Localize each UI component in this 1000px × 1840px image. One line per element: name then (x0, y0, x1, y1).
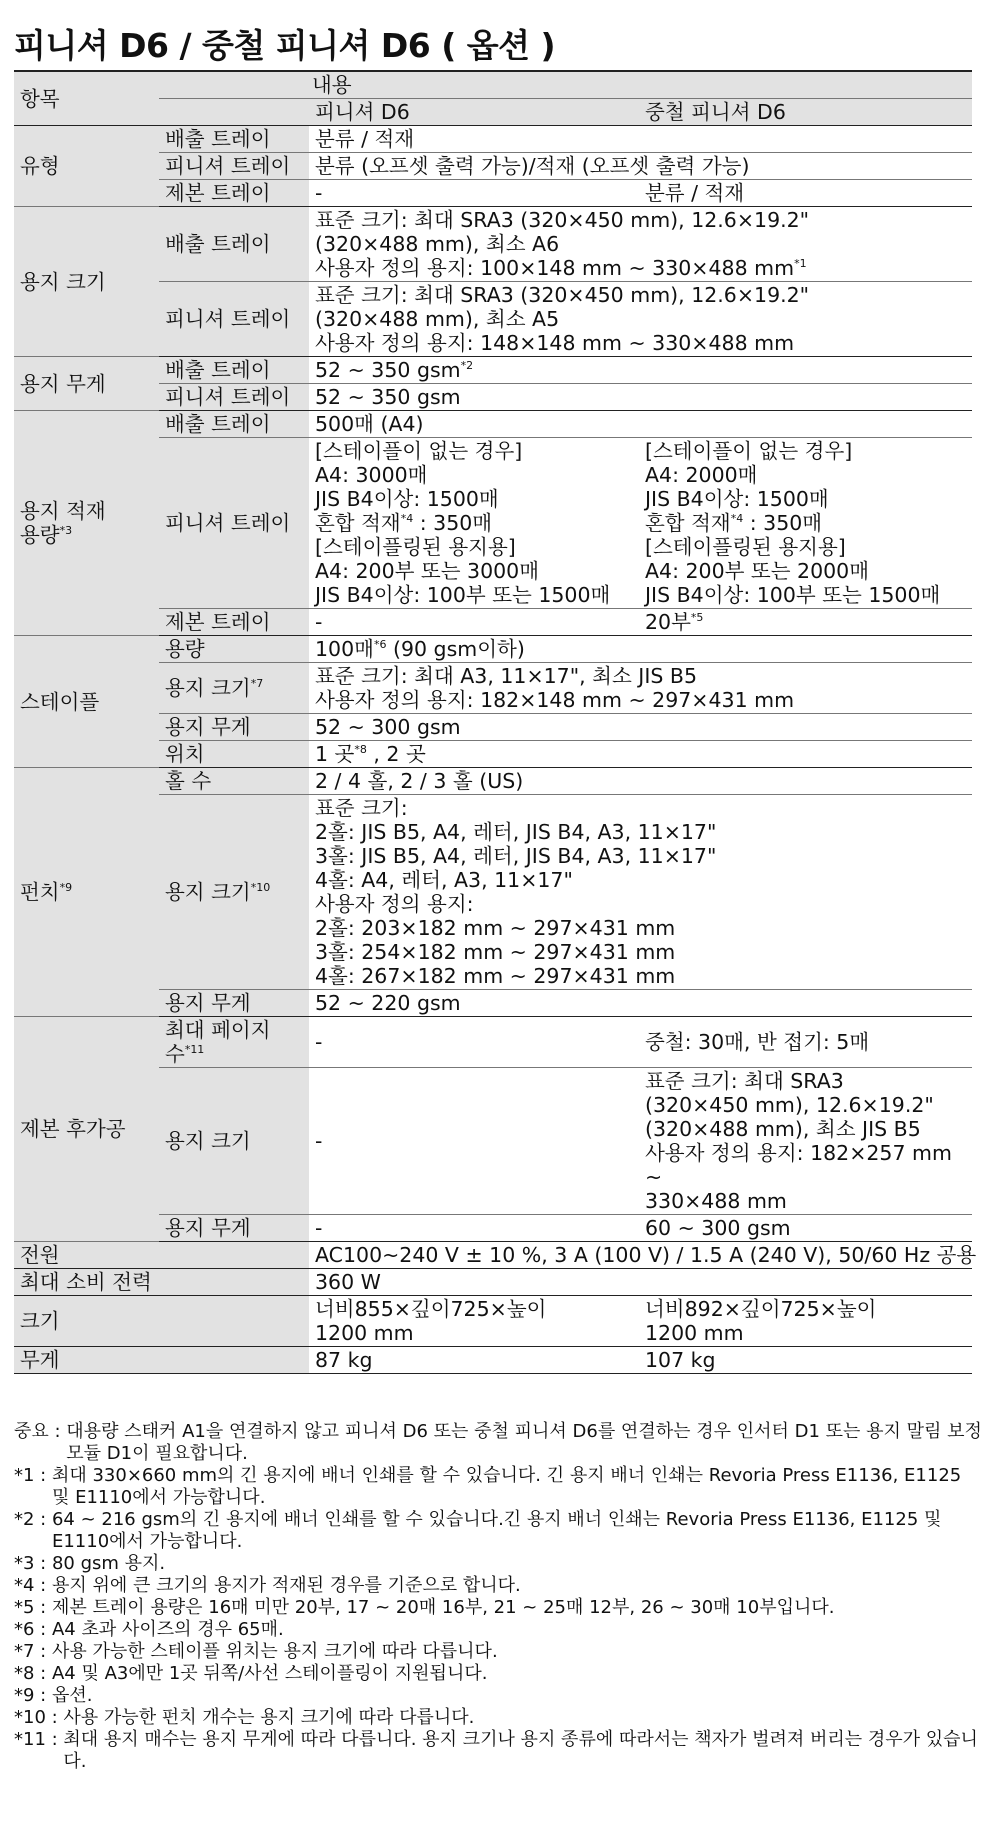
header-row (14, 71, 972, 99)
cell-value: 표준 크기: 최대 SRA3 (320×450 mm), 12.6×19.2" (320×488 mm), 최소 A5 사용자 정의 용지: 148×148 mm ~ 330×488 mm (309, 282, 972, 357)
cell-text: [스테이플링된 용지용] A4: 200부 또는 2000매 JIS B4이상: 100부 또는 1500매 (645, 535, 941, 607)
footnote (14, 1619, 984, 1641)
cell-value: 60 ~ 300 gsm (639, 1215, 972, 1242)
sub-label: 위치 (159, 741, 309, 768)
footnote-text: 최대 용지 매수는 용지 무게에 따라 다릅니다. 용지 크기나 용지 종류에 따라서는 책자가 벌려져 버리는 경우가 있습니다. (63, 1729, 978, 1772)
sub-label: 용지 크기 (159, 1068, 309, 1215)
cell-value: - (309, 1017, 639, 1068)
cell-value: 표준 크기: 최대 A3, 11×17", 최소 JIS B5 사용자 정의 용지: 182×148 mm ~ 297×431 mm (309, 663, 972, 714)
row-label-capacity (14, 411, 159, 636)
footnote (14, 1421, 984, 1465)
cell-value: - (309, 1068, 639, 1215)
cell-value: - (309, 609, 639, 636)
footnote (14, 1509, 984, 1553)
cell-value: 너비892×깊이725×높이 1200 mm (639, 1296, 972, 1347)
sub-label: 용지 무게 (159, 990, 309, 1017)
row-label-power: 전원 (14, 1242, 309, 1269)
cell-text: [스테이플이 없는 경우] A4: 2000매 JIS B4이상: 1500매 혼합 적재 (645, 439, 853, 535)
cell-value: - (309, 180, 639, 207)
cell-value (309, 207, 972, 282)
cell-value: 너비855×깊이725×높이 1200 mm (309, 1296, 639, 1347)
footnote-text: 용지 위에 큰 크기의 용지가 적재된 경우를 기준으로 합니다. (51, 1575, 521, 1596)
cell-value (309, 741, 972, 768)
row-label-booklet: 제본 후가공 (14, 1017, 159, 1242)
sub-label: 배출 트레이 (159, 207, 309, 282)
footnote-ref: *11 (184, 1043, 205, 1057)
footnote-text: 제본 트레이 용량은 16매 미만 20부, 17 ~ 20매 16부, 21 ~ 25매 12부, 26 ~ 30매 10부입니다. (51, 1597, 835, 1618)
sub-label (159, 663, 309, 714)
sub-label: 배출 트레이 (159, 357, 309, 384)
footnote (14, 1597, 984, 1619)
cell-text: 용지 크기 (165, 880, 251, 904)
footnote-mark: *9 : (14, 1685, 52, 1706)
sub-label: 배출 트레이 (159, 411, 309, 438)
sub-label: 피니셔 트레이 (159, 384, 309, 411)
header-item: 항목 (14, 71, 159, 126)
footnote-mark: *11 : (14, 1729, 64, 1750)
table-row (14, 1269, 972, 1296)
spec-table (14, 70, 977, 1374)
footnote-ref: *8 (354, 743, 367, 757)
footnote-mark: *7 : (14, 1641, 52, 1662)
cell-value: 52 ~ 300 gsm (309, 714, 972, 741)
footnote-ref: *10 (250, 881, 271, 895)
cell-value: 52 ~ 220 gsm (309, 990, 972, 1017)
sub-label: 피니셔 트레이 (159, 153, 309, 180)
footnote (14, 1465, 984, 1509)
footnote (14, 1707, 984, 1729)
sub-label: 피니셔 트레이 (159, 438, 309, 609)
cell-text: [스테이플이 없는 경우] A4: 3000매 JIS B4이상: 1500매 혼합 적재 (315, 439, 523, 535)
table-row (14, 768, 972, 795)
cell-value: 52 ~ 350 gsm (309, 384, 972, 411)
row-label-dimensions: 크기 (14, 1296, 309, 1347)
footnote-ref: *9 (59, 881, 73, 895)
footnote-mark: *2 : (14, 1509, 52, 1530)
footnote-text: 80 gsm 용지. (51, 1553, 166, 1574)
sub-label: 용지 무게 (159, 1215, 309, 1242)
header-content: 내용 (159, 71, 972, 99)
row-label-staple: 스테이플 (14, 636, 159, 768)
footnote-ref: *7 (250, 677, 264, 691)
cell-value (309, 438, 639, 609)
cell-value: 107 kg (639, 1347, 972, 1374)
cell-value: 분류 / 적재 (309, 126, 972, 153)
sub-label: 배출 트레이 (159, 126, 309, 153)
cell-text: 용지 크기 (165, 676, 251, 700)
footnote-ref: *3 (59, 524, 73, 538)
sub-label (159, 1017, 309, 1068)
cell-value: 중철: 30매, 반 접기: 5매 (639, 1017, 972, 1068)
cell-text: 최대 페이지 수 (165, 1018, 271, 1066)
footnote-text: 64 ~ 216 gsm의 긴 용지에 배너 인쇄를 할 수 있습니다.긴 용지 배너 인쇄는 Revoria Press E1136, E1125 및 E1110에서 가능합니다. (51, 1509, 942, 1552)
cell-text: 용지 적재 용량 (20, 499, 106, 547)
footnote-mark: *1 : (14, 1465, 52, 1486)
footnote-text: A4 및 A3에만 1곳 뒤쪽/사선 스테이플링이 지원됩니다. (51, 1663, 488, 1684)
cell-text: 52 ~ 350 gsm (315, 358, 461, 382)
table-row (14, 1017, 972, 1068)
cell-value (639, 609, 972, 636)
footnote-ref: *2 (460, 359, 474, 373)
sub-label: 용지 무게 (159, 714, 309, 741)
table-row (14, 1242, 972, 1269)
header-col2: 중철 피니셔 D6 (639, 99, 972, 126)
row-label-punch (14, 768, 159, 1017)
footnote-ref: *4 (730, 512, 744, 526)
cell-value (639, 438, 972, 609)
footnote-mark: *3 : (14, 1553, 52, 1574)
cell-value: 2 / 4 홀, 2 / 3 홀 (US) (309, 768, 972, 795)
footnote-ref: *5 (690, 611, 704, 625)
footnote-ref: *6 (373, 638, 387, 652)
cell-value: 표준 크기: 2홀: JIS B5, A4, 레터, JIS B4, A3, 11×17" 3홀: JIS B5, A4, 레터, JIS B4, A3, 11×17" 4홀: A4, 레터, A3, 11×17" 사용자 정의 용지: 2홀: 203×182 mm ~ 297×431 mm 3홀: 254×182 mm ~ 297×431 mm 4홀: 267×182 mm ~ 297×431 mm (309, 795, 972, 990)
cell-value: 분류 (오프셋 출력 가능)/적재 (오프셋 출력 가능) (309, 153, 972, 180)
sub-label: 홀 수 (159, 768, 309, 795)
cell-text: 20부 (645, 610, 691, 634)
footnote-ref: *4 (400, 512, 414, 526)
footnote-text: 대용량 스태커 A1을 연결하지 않고 피니셔 D6 또는 중철 피니셔 D6를 연결하는 경우 인서터 D1 또는 용지 말림 보정 모듈 D1이 필요합니다. (66, 1421, 982, 1464)
cell-text: 펀치 (20, 880, 60, 904)
footnote-mark: *8 : (14, 1663, 52, 1684)
row-label-paper-weight: 용지 무게 (14, 357, 159, 411)
cell-value: 분류 / 적재 (639, 180, 972, 207)
table-row (14, 636, 972, 663)
sub-label: 피니셔 트레이 (159, 282, 309, 357)
footnote (14, 1553, 984, 1575)
sub-label: 제본 트레이 (159, 609, 309, 636)
table-row (14, 357, 972, 384)
cell-value: 360 W (309, 1269, 972, 1296)
footnote (14, 1729, 984, 1773)
cell-value (309, 357, 972, 384)
footnote-text: 사용 가능한 펀치 개수는 용지 크기에 따라 다릅니다. (63, 1707, 475, 1728)
footnote-mark: 중요 : (14, 1421, 67, 1442)
cell-value: 500매 (A4) (309, 411, 972, 438)
cell-value (309, 636, 972, 663)
cell-text: 100매 (315, 637, 374, 661)
header-blank (159, 99, 309, 126)
cell-value: 표준 크기: 최대 SRA3 (320×450 mm), 12.6×19.2" (320×488 mm), 최소 JIS B5 사용자 정의 용지: 182×257 mm ~ 330×488 mm (639, 1068, 972, 1215)
row-label-weight: 무게 (14, 1347, 309, 1374)
footnote-text: A4 초과 사이즈의 경우 65매. (51, 1619, 284, 1640)
sub-label: 용량 (159, 636, 309, 663)
footnote-ref: *1 (794, 257, 807, 271)
footnote-mark: *10 : (14, 1707, 64, 1728)
footnote-mark: *6 : (14, 1619, 52, 1640)
cell-value: 87 kg (309, 1347, 639, 1374)
cell-text: 1 곳 (315, 742, 355, 766)
header-col1: 피니셔 D6 (309, 99, 639, 126)
cell-text: (90 gsm이하) (386, 637, 525, 661)
table-row (14, 411, 972, 438)
table-row (14, 1296, 972, 1347)
row-label-max-power: 최대 소비 전력 (14, 1269, 309, 1296)
footnote-text: 옵션. (51, 1685, 93, 1706)
cell-text: , 2 곳 (366, 742, 426, 766)
table-row (14, 207, 972, 282)
footnotes (14, 1421, 984, 1773)
sub-label (159, 795, 309, 990)
cell-text: : 350매 (743, 511, 823, 535)
cell-text: [스테이플링된 용지용] A4: 200부 또는 3000매 JIS B4이상: 100부 또는 1500매 (315, 535, 611, 607)
footnote (14, 1641, 984, 1663)
cell-value: AC100~240 V ± 10 %, 3 A (100 V) / 1.5 A (240 V), 50/60 Hz 공용 (309, 1242, 972, 1269)
cell-text: : 350매 (413, 511, 493, 535)
cell-value: - (309, 1215, 639, 1242)
row-label-type: 유형 (14, 126, 159, 207)
footnote-mark: *5 : (14, 1597, 52, 1618)
footnote-text: 사용 가능한 스테이플 위치는 용지 크기에 따라 다릅니다. (51, 1641, 498, 1662)
cell-text: 표준 크기: 최대 SRA3 (320×450 mm), 12.6×19.2" (320×488 mm), 최소 A6 사용자 정의 용지: 100×148 mm ~ 330×488 mm (315, 208, 810, 280)
footnote (14, 1663, 984, 1685)
table-row (14, 1347, 972, 1374)
row-label-paper-size: 용지 크기 (14, 207, 159, 357)
footnote (14, 1685, 984, 1707)
footnote (14, 1575, 984, 1597)
table-row (14, 126, 972, 153)
footnote-text: 최대 330×660 mm의 긴 용지에 배너 인쇄를 할 수 있습니다. 긴 용지 배너 인쇄는 Revoria Press E1136, E1125 및 E1110에서 가능합니다. (51, 1465, 962, 1508)
sub-label: 제본 트레이 (159, 180, 309, 207)
page-title: 피니셔 D6 / 중철 피니셔 D6 ( 옵션 ) (14, 26, 556, 65)
footnote-mark: *4 : (14, 1575, 52, 1596)
